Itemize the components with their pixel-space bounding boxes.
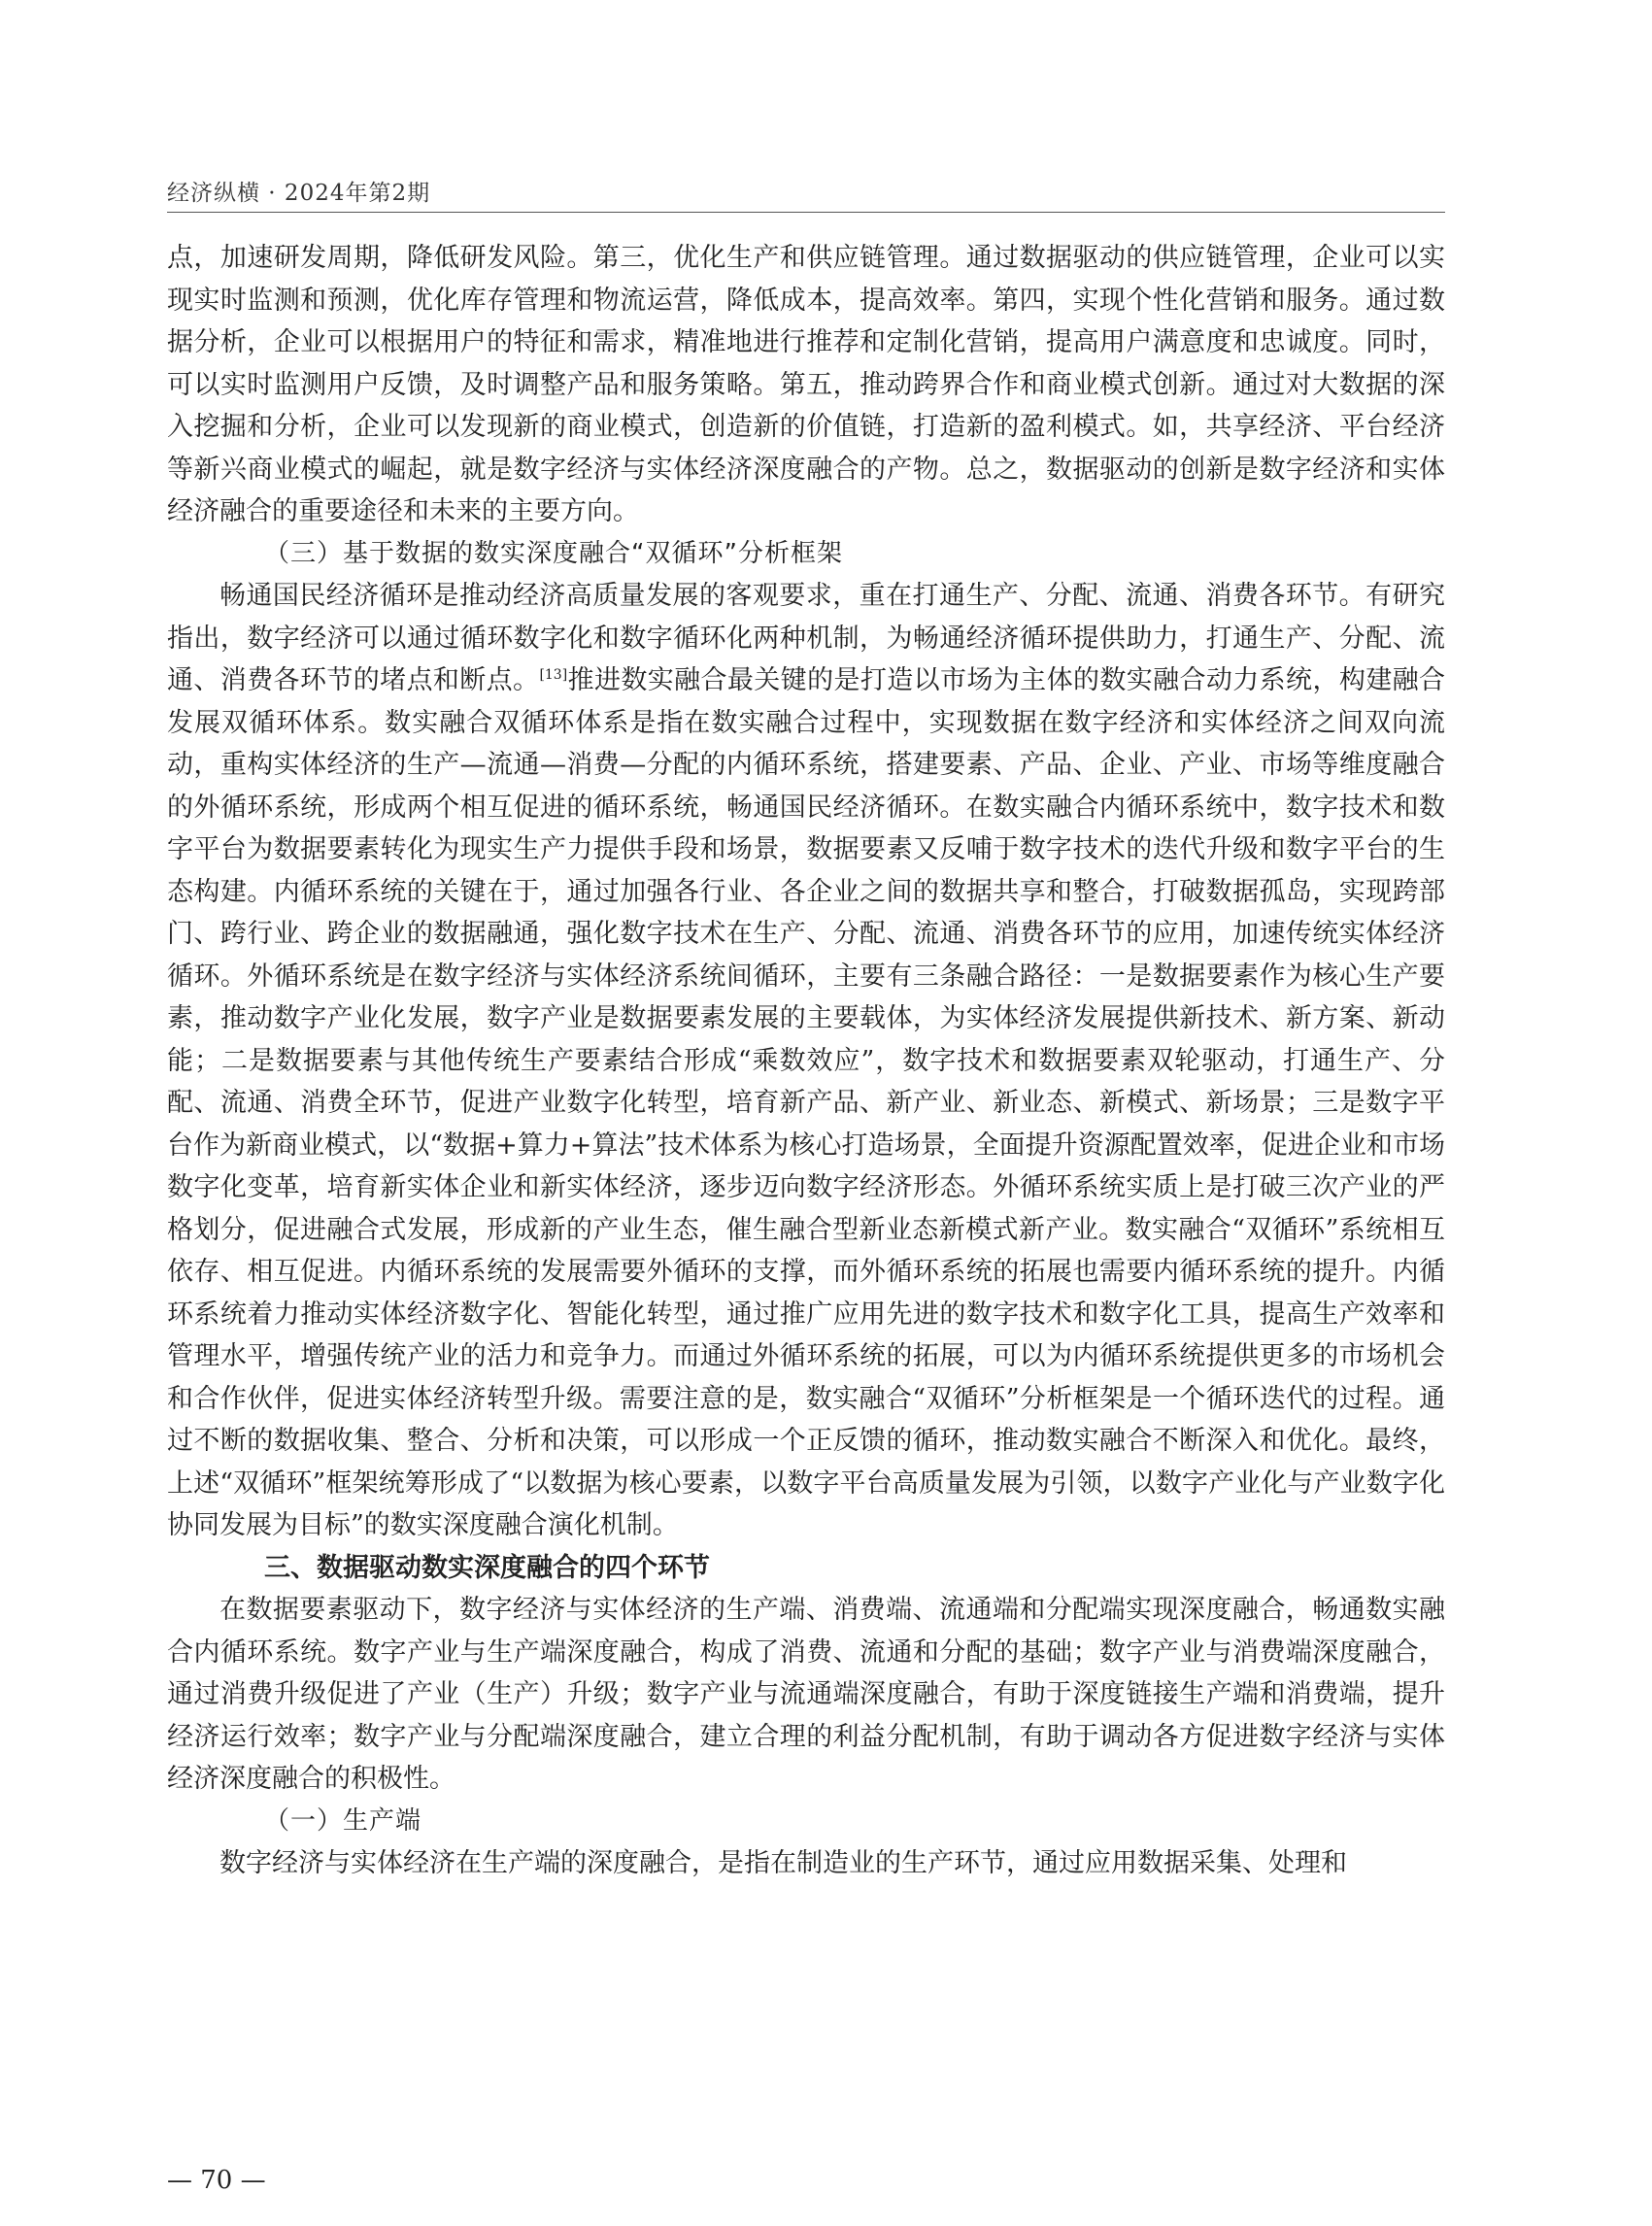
running-header: 经济纵横 · 2024年第2期 [167,181,431,206]
paragraph-dual-circulation [167,575,1445,1547]
section-heading-3: 三、数据驱动数实深度融合的四个环节 [264,1552,710,1583]
header-rule [167,212,1445,213]
page-number: — 70 — [167,2166,266,2195]
paragraph-text-a: 畅通国民经济循环是推动经济高质量发展的客观要求，重在打通生产、分配、流通、消费各环节。有研究指出，数字经济可以通过循环数字化和数字循环化两种机制，为畅通经济循环提供助力，打通生产、分配、流通、消费各环节的堵点和断点。 [167,581,1445,695]
paragraph-production: 数字经济与实体经济在生产端的深度融合，是指在制造业的生产环节，通过应用数据采集、处理和 [219,1848,1347,1878]
subsection-heading-1: （一）生产端 [264,1805,422,1836]
paragraph-text-b: 推进数实融合最关键的是打造以市场为主体的数实融合动力系统，构建融合发展双循环体系。数实融合双循环体系是指在数实融合过程中，实现数据在数字经济和实体经济之间双向流动，重构实体经济的生产—流通—消费—分配的内循环系统，搭建要素、产品、企业、产业、市场等维度融合的外循环系统，形成两个相互促进的循环系统，畅通国民经济循环。在数实融合内循环系统中，数字技术和数字平台为数据要素转化为现实生产力提供手段和场景，数据要素又反哺于数字技术的迭代升级和数字平台的生态构建。内循环系统的关键在于，通过加强各行业、各企业之间的数据共享和整合，打破数据孤岛，实现跨部门、跨行业、跨企业的数据融通，强化数字技术在生产、分配、流通、消费各环节的应用，加速传统实体经济循环。外循环系统是在数字经济与实体经济系统间循环，主要有三条融合路径：一是数据要素作为核心生产要素，推动数字产业化发展，数字产业是数据要素发展的主要载体，为实体经济发展提供新技术、新方案、新动能；二是数据要素与其他传统生产要素结合形成“乘数效应”，数字技术和数据要素双轮驱动，打通生产、分配、流通、消费全环节，促进产业数字化转型，培育新产品、新产业、新业态、新模式、新场景；三是数字平台作为新商业模式，以“数据+算力+算法”技术体系为核心打造场景，全面提升资源配置效率，促进企业和市场数字化变革，培育新实体企业和新实体经济，逐步迈向数字经济形态。外循环系统实质上是打破三次产业的严格划分，促进融合式发展，形成新的产业生态，催生融合型新业态新模式新产业。数实融合“双循环”系统相互依存、相互促进。内循环系统的发展需要外循环的支撑，而外循环系统的拓展也需要内循环系统的提升。内循环系统着力推动实体经济数字化、智能化转型，通过推广应用先进的数字技术和数字化工具，提高生产效率和管理水平，增强传统产业的活力和竞争力。而通过外循环系统的拓展，可以为内循环系统提供更多的市场机会和合作伙伴，促进实体经济转型升级。需要注意的是，数实融合“双循环”分析框架是一个循环迭代的过程。通过不断的数据收集、整合、分析和决策，可以形成一个正反馈的循环，推动数实融合不断深入和优化。最终，上述“双循环”框架统筹形成了“以数据为核心要素，以数字平台高质量发展为引领，以数字产业化与产业数字化协同发展为目标”的数实深度融合演化机制。 [167,665,1445,1540]
paragraph-four-links: 在数据要素驱动下，数字经济与实体经济的生产端、消费端、流通端和分配端实现深度融合，畅通数实融合内循环系统。数字产业与生产端深度融合，构成了消费、流通和分配的基础；数字产业与消费端深度融合，通过消费升级促进了产业（生产）升级；数字产业与流通端深度融合，有助于深度链接生产端和消费端，提升经济运行效率；数字产业与分配端深度融合，建立合理的利益分配机制，有助于调动各方促进数字经济与实体经济深度融合的积极性。 [167,1595,1445,1794]
article-body [167,237,1445,1885]
citation-ref: [13] [539,667,568,683]
paragraph-continued: 点，加速研发周期，降低研发风险。第三，优化生产和供应链管理。通过数据驱动的供应链管理，企业可以实现实时监测和预测，优化库存管理和物流运营，降低成本，提高效率。第四，实现个性化营销和服务。通过数据分析，企业可以根据用户的特征和需求，精准地进行推荐和定制化营销，提高用户满意度和忠诚度。同时，可以实时监测用户反馈，及时调整产品和服务策略。第五，推动跨界合作和商业模式创新。通过对大数据的深入挖掘和分析，企业可以发现新的商业模式，创造新的价值链，打造新的盈利模式。如，共享经济、平台经济等新兴商业模式的崛起，就是数字经济与实体经济深度融合的产物。总之，数据驱动的创新是数字经济和实体经济融合的重要途径和未来的主要方向。 [167,243,1445,526]
subsection-heading-3: （三）基于数据的数实深度融合“双循环”分析框架 [264,538,843,568]
